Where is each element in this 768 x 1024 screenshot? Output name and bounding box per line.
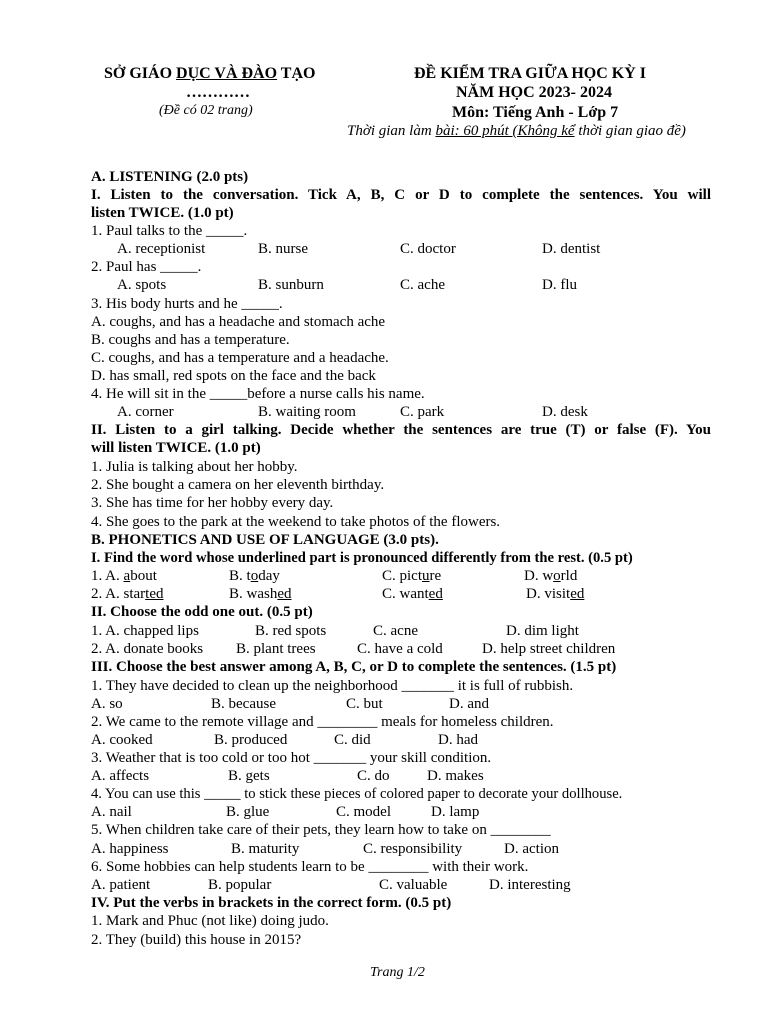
- option-b[interactable]: B. washed: [229, 586, 292, 602]
- option-d[interactable]: D. desk: [542, 404, 588, 420]
- option-a[interactable]: 2. A. donate books: [91, 641, 204, 657]
- option-c[interactable]: C. wanted: [382, 586, 443, 602]
- option-b[interactable]: B. red spots: [255, 623, 327, 639]
- option-d[interactable]: D. had: [438, 732, 478, 748]
- option-b[interactable]: B. today: [229, 568, 280, 584]
- option-d[interactable]: D. dim light: [506, 623, 579, 639]
- option-a[interactable]: A. so: [91, 696, 123, 712]
- question-a4: 4. He will sit in the _____before a nurse calls his name.: [91, 386, 425, 402]
- option-d[interactable]: D. visited: [526, 586, 585, 602]
- option-c[interactable]: C. did: [334, 732, 371, 748]
- mc-instruction: III. Choose the best answer among A, B, C, or D to complete the sentences. (1.5 pt): [91, 659, 617, 675]
- option-b[interactable]: B. maturity: [231, 841, 300, 857]
- option-b[interactable]: B. because: [211, 696, 276, 712]
- option-d[interactable]: D. world: [524, 568, 578, 584]
- mc-q1: 1. They have decided to clean up the neighborhood _______ it is full of rubbish.: [91, 678, 574, 694]
- department-title: SỞ GIÁO DỤC VÀ ĐÀO TẠO: [104, 65, 316, 82]
- option-b[interactable]: B. nurse: [258, 241, 308, 257]
- question-a1: 1. Paul talks to the _____.: [91, 223, 248, 239]
- question-a3-option-b[interactable]: B. coughs and has a temperature.: [91, 332, 290, 348]
- mc-q5: 5. When children take care of their pets, they learn how to take on ________: [91, 822, 551, 838]
- school-year: NĂM HỌC 2023- 2024: [456, 84, 612, 101]
- option-d[interactable]: D. dentist: [542, 241, 601, 257]
- option-b[interactable]: B. waiting room: [258, 404, 356, 420]
- option-a[interactable]: A. spots: [117, 277, 167, 293]
- tf-statement-4: 4. She goes to the park at the weekend to take photos of the flowers.: [91, 514, 501, 530]
- tf-statement-1: 1. Julia is talking about her hobby.: [91, 459, 298, 475]
- option-b[interactable]: B. plant trees: [236, 641, 316, 657]
- odd-one-out-instruction: II. Choose the odd one out. (0.5 pt): [91, 604, 313, 620]
- mc-q3: 3. Weather that is too cold or too hot _______ your skill condition.: [91, 750, 492, 766]
- listening-part1-instruction-cont: listen TWICE. (1.0 pt): [91, 205, 234, 221]
- verb-form-instruction: IV. Put the verbs in brackets in the correct form. (0.5 pt): [91, 895, 452, 911]
- option-a[interactable]: A. happiness: [91, 841, 169, 857]
- option-c[interactable]: C. but: [346, 696, 383, 712]
- verb-q1: 1. Mark and Phuc (not like) doing judo.: [91, 913, 329, 929]
- question-a3: 3. His body hurts and he _____.: [91, 296, 283, 312]
- subject-line: Môn: Tiếng Anh - Lớp 7: [452, 104, 619, 121]
- tf-statement-2: 2. She bought a camera on her eleventh birthday.: [91, 477, 385, 493]
- option-c[interactable]: C. park: [400, 404, 445, 420]
- option-a[interactable]: A. nail: [91, 804, 132, 820]
- listening-part2-instruction: II. Listen to a girl talking. Decide whether the sentences are true (T) or false (F). You: [91, 422, 711, 438]
- option-c[interactable]: C. responsibility: [363, 841, 463, 857]
- listening-part1-instruction: I. Listen to the conversation. Tick A, B, C or D to complete the sentences. You will: [91, 187, 711, 203]
- option-c[interactable]: C. valuable: [379, 877, 448, 893]
- time-limit: Thời gian làm bài: 60 phút (Không kể thời gian giao đề): [347, 123, 686, 139]
- option-d[interactable]: D. help street children: [482, 641, 616, 657]
- option-a[interactable]: 1. A. chapped lips: [91, 623, 199, 639]
- question-a3-option-d[interactable]: D. has small, red spots on the face and the back: [91, 368, 376, 384]
- option-b[interactable]: B. sunburn: [258, 277, 324, 293]
- option-c[interactable]: C. ache: [400, 277, 445, 293]
- option-d[interactable]: D. and: [449, 696, 489, 712]
- option-b[interactable]: B. gets: [228, 768, 270, 784]
- option-b[interactable]: B. glue: [226, 804, 270, 820]
- department-dots: …………: [186, 84, 250, 101]
- option-d[interactable]: D. flu: [542, 277, 577, 293]
- option-c[interactable]: C. have a cold: [357, 641, 443, 657]
- option-a[interactable]: A. cooked: [91, 732, 153, 748]
- question-a2: 2. Paul has _____.: [91, 259, 202, 275]
- phonetics-instruction: I. Find the word whose underlined part is pronounced differently from the rest. (0.5 pt): [91, 550, 633, 566]
- section-a-title: A. LISTENING (2.0 pts): [91, 169, 249, 185]
- exam-title: ĐỀ KIỂM TRA GIỮA HỌC KỲ I: [414, 65, 647, 82]
- option-a[interactable]: A. patient: [91, 877, 151, 893]
- question-a3-option-a[interactable]: A. coughs, and has a headache and stomach ache: [91, 314, 386, 330]
- option-a[interactable]: A. corner: [117, 404, 174, 420]
- option-d[interactable]: D. action: [504, 841, 559, 857]
- option-d[interactable]: D. lamp: [431, 804, 480, 820]
- option-c[interactable]: C. model: [336, 804, 391, 820]
- mc-q6: 6. Some hobbies can help students learn to be ________ with their work.: [91, 859, 529, 875]
- option-d[interactable]: D. interesting: [489, 877, 571, 893]
- mc-q2: 2. We came to the remote village and ________ meals for homeless children.: [91, 714, 554, 730]
- option-c[interactable]: C. picture: [382, 568, 442, 584]
- option-d[interactable]: D. makes: [427, 768, 484, 784]
- page-count-note: (Đề có 02 trang): [159, 103, 253, 118]
- mc-q4: 4. You can use this _____ to stick these pieces of colored paper to decorate your dollhouse.: [91, 786, 623, 802]
- option-a[interactable]: A. affects: [91, 768, 150, 784]
- option-a[interactable]: 2. A. started: [91, 586, 164, 602]
- option-c[interactable]: C. acne: [373, 623, 418, 639]
- section-b-title: B. PHONETICS AND USE OF LANGUAGE (3.0 pts).: [91, 532, 439, 548]
- question-a3-option-c[interactable]: C. coughs, and has a temperature and a headache.: [91, 350, 389, 366]
- option-c[interactable]: C. do: [357, 768, 390, 784]
- option-b[interactable]: B. popular: [208, 877, 272, 893]
- option-a[interactable]: A. receptionist: [117, 241, 206, 257]
- option-a[interactable]: 1. A. about: [91, 568, 157, 584]
- page-number: Trang 1/2: [370, 965, 425, 980]
- tf-statement-3: 3. She has time for her hobby every day.: [91, 495, 334, 511]
- listening-part2-instruction-cont: will listen TWICE. (1.0 pt): [91, 440, 261, 456]
- verb-q2: 2. They (build) this house in 2015?: [91, 932, 302, 948]
- option-b[interactable]: B. produced: [214, 732, 288, 748]
- option-c[interactable]: C. doctor: [400, 241, 456, 257]
